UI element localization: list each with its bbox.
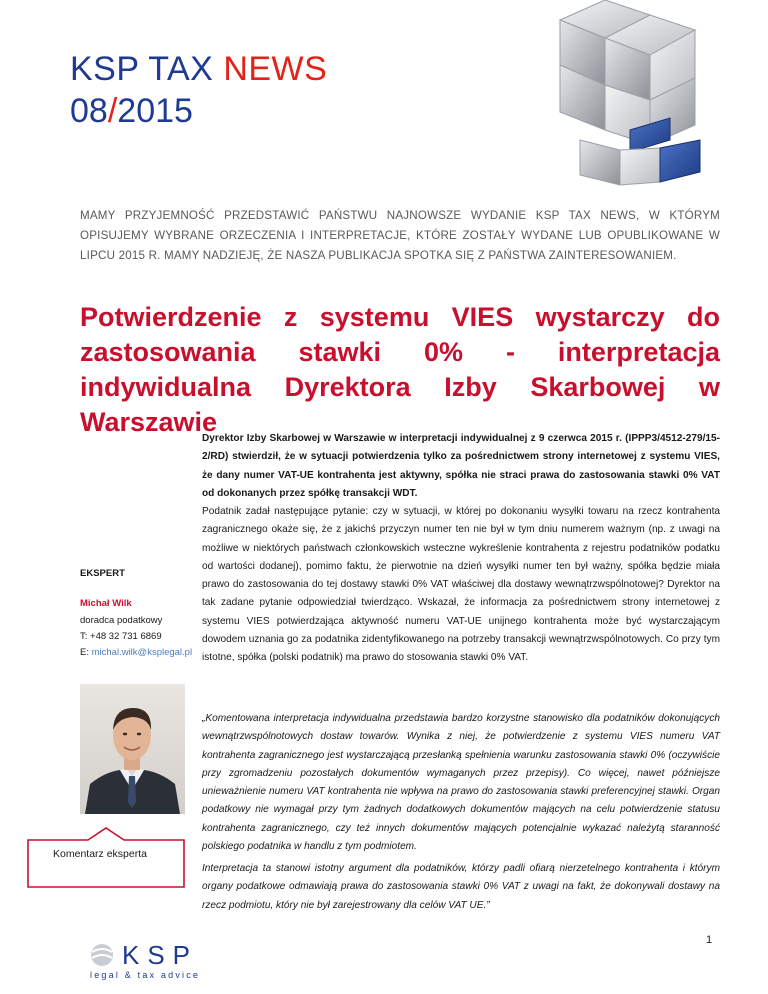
expert-email-line — [80, 647, 192, 658]
expert-photo — [80, 684, 185, 814]
page-number: 1 — [706, 934, 713, 946]
expert-comment-paragraph-2: Interpretacja ta stanowi istotny argument dla podatników, którzy padli ofiarą nierzetelnego kontrahenta i którym organy podatkowe odmawiają prawa do zastosowania stawki 0% VAT z uwagi na fakt, że dokonywali dostawy na rzecz podmiotu, który nie był zarejestrowany dla celów VAT UE.” — [202, 863, 720, 911]
expert-role: doradca podatkowy — [80, 615, 163, 626]
brand-accent: NEWS — [223, 50, 328, 88]
ksp-logo — [88, 940, 238, 980]
cube-graphic-icon — [520, 0, 720, 200]
logo-tagline: legal & tax advice — [90, 970, 201, 980]
article-lead: Dyrektor Izby Skarbowej w Warszawie w interpretacji indywidualnej z 9 czerwca 2015 r. (IPPP3/4512-279/15-2/RD) stwierdził, że w sytuacji potwierdzenia tylko za pośrednictwem strony internetowej z systemu VIES, że dany numer VAT-UE kontrahenta jest aktywny, spółka nie straci prawa do zastosowania stawki 0% VAT od dokonanych przez spółkę transakcji WDT. — [202, 433, 720, 499]
expert-phone: T: +48 32 731 6869 — [80, 631, 162, 642]
article-body: Podatnik zadał następujące pytanie: czy w sytuacji, w której po dokonaniu wysyłki towaru na rzecz kontrahenta zagranicznego okaże się, że z jakichś przyczyn numer ten nie był w tym dniu numerem ważnym (np. z uwagi na możliwe w niektórych państwach członkowskich wsteczne wykreślenie kontrahenta z rejestru podatników podatku od wartości dodanej), pomimo faktu, że pierwotnie na dzień wysyłki numer ten był ważny, spółka będzie miała prawo do zastosowania do tej dostawy stawki 0% VAT właściwej dla dostawy wewnątrzwspólnotowej? Dyrektor na tak zadane pytanie odpowiedział twierdząco. Wskazał, że informacja za pośrednictwem strony internetowej z systemu VIES potwierdzająca aktywność numeru VAT-UE unijnego kontrahenta może być wystarczającym dowodem uznania go za podatnika zidentyfikowanego na potrzeby transakcji wewnątrzwspólnotowych. Co przy tym istotne, spółka (polski podatnik) ma prawo do stosowania stawki 0% VAT. — [202, 506, 720, 664]
expert-email-link[interactable]: michal.wilk@ksplegal.pl — [91, 647, 193, 658]
newsletter-brand — [70, 50, 327, 88]
brand-main: KSP TAX — [70, 50, 224, 88]
article-title: Potwierdzenie z systemu VIES wystarczy do zastosowania stawki 0% - interpretacja indywidualna Dyrektora Izby Skarbowej w Warszawie — [80, 302, 720, 437]
email-prefix: E: — [80, 647, 92, 658]
issue-number — [70, 92, 193, 130]
logo-wordmark: KSP — [122, 940, 199, 970]
intro-paragraph: MAMY PRZYJEMNOŚĆ PRZEDSTAWIĆ PAŃSTWU NAJNOWSZE WYDANIE KSP TAX NEWS, W KTÓRYM OPISUJEMY WYBRANE ORZECZENIA I INTERPRETACJE, KTÓRE ZOSTAŁY WYDANE LUB OPUBLIKOWANE W LIPCU 2015 R. MAMY NADZIEJĘ, ŻE NASZA PUBLIKACJA SPOTKA SIĘ Z PAŃSTWA ZAINTERESOWANIEM. — [80, 209, 720, 262]
expert-comment-paragraph-1: „Komentowana interpretacja indywidualna przedstawia bardzo korzystne stanowisko dla podatników dokonujących wewnątrzwspólnotowych dostaw towarów. Wynika z niej, że potwierdzenie z systemu VIES numeru VAT kontrahenta zagranicznego jest wystarczającą przesłanką spełnienia warunku zastosowania stawki 0% (oczywiście przy zgromadzeniu pozostałych dokumentów wymaganych przez przepisy). Co więcej, nawet późniejsze unieważnienie numeru VAT kontrahenta nie wpływa na prawo do zastosowania stawki preferencyjnej stawki. Organ podatkowy nie wymagał przy tym żadnych dodatkowych dokumentów mających na celu potwierdzenie statusu kontrahenta zagranicznego, czy też innych dokumentów mających potencjalnie wykazać należytą staranność polskiego podatnika w handlu z tym podmiotem. — [202, 713, 720, 853]
issue-separator: / — [107, 92, 118, 130]
issue-year: 2015 — [117, 92, 193, 130]
expert-heading: EKSPERT — [80, 568, 125, 579]
expert-name: Michał Wilk — [80, 598, 132, 609]
issue-month: 08 — [70, 92, 108, 130]
expert-comment-label: Komentarz eksperta — [53, 848, 147, 860]
